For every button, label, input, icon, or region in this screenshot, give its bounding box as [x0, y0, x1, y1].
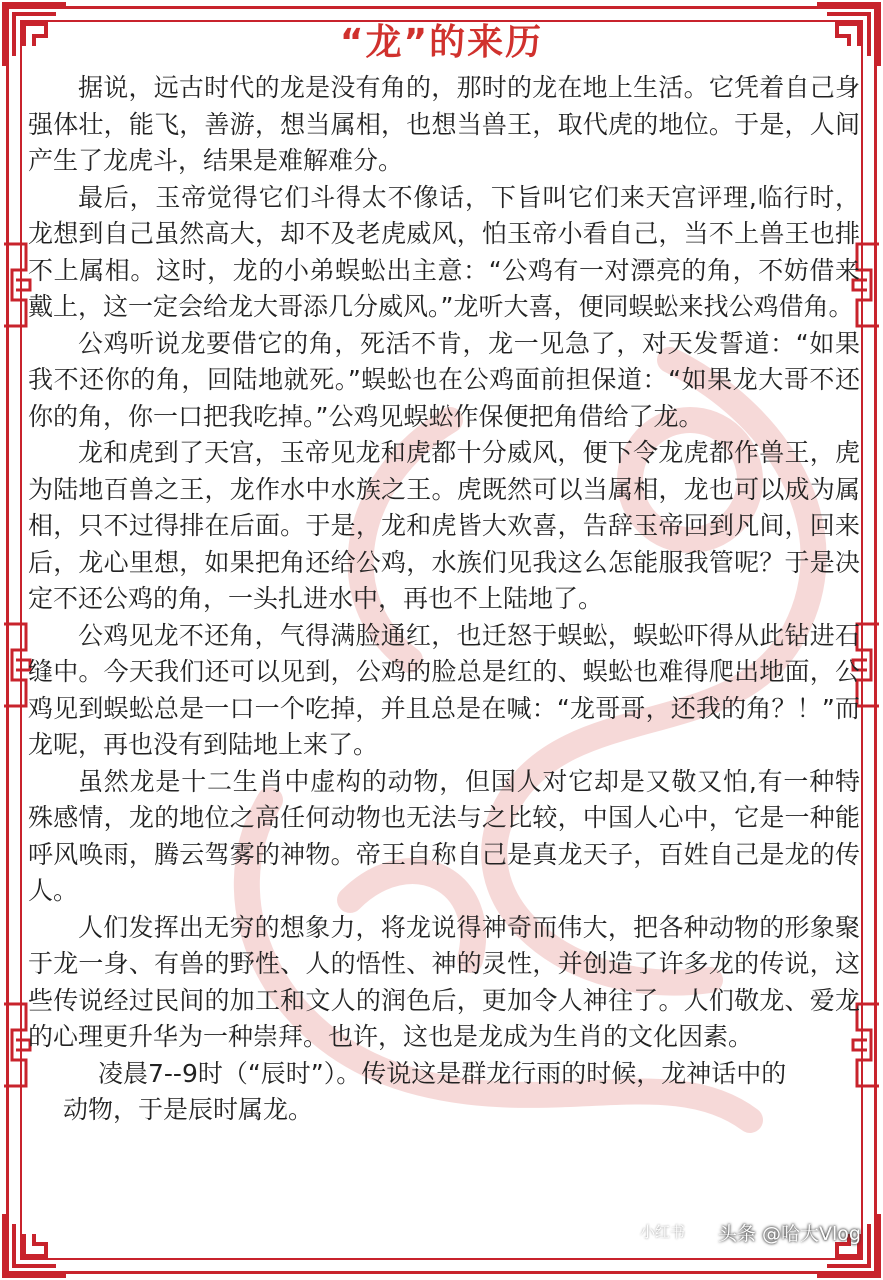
paragraph: 最后，玉帝觉得它们斗得太不像话，下旨叫它们来天宫评理,临行时，龙想到自己虽然高大，却不及老虎威风，怕玉帝小看自己，当不上兽王也排不上属相。这时，龙的小弟蜈蚣出主意：“公鸡有一对漂亮的角，不妨借来戴上，这一定会给龙大哥添几分威风。”龙听大喜，便同蜈蚣来找公鸡借角。 — [28, 182, 860, 321]
paragraph: 动物，于是辰时属龙。 — [63, 1095, 314, 1124]
paragraph: 公鸡见龙不还角，气得满脸通红，也迁怒于蜈蚣，蜈蚣吓得从此钻进石缝中。今天我们还可以见到，公鸡的脸总是红的、蜈蚣也难得爬出地面，公鸡见到蜈蚣总是一口一个吃掉，并且总是在喊：“龙哥哥，还我的角？！”而龙呢，再也没有到陆地上来了。 — [28, 620, 860, 759]
paragraph: 据说，远古时代的龙是没有角的，那时的龙在地上生活。它凭着自己身强体壮，能飞，善游，想当属相，也想当兽王，取代虎的地位。于是，人间产生了龙虎斗，结果是难解难分。 — [28, 73, 860, 175]
paragraph: 虽然龙是十二生肖中虚构的动物，但国人对它却是又敬又怕,有一种特殊感情，龙的地位之高任何动物也无法与之比较，中国人心中，它是一种能呼风唤雨，腾云驾雾的神物。帝王自称自己是真龙天子，百姓自己是龙的传人。 — [28, 766, 860, 905]
corner-ornament-icon — [0, 1210, 70, 1280]
paragraph: 凌晨7--9时（“辰时”）。传说这是群龙行雨的时候，龙神话中的 — [98, 1058, 787, 1088]
paragraph: 龙和虎到了天宫，玉帝见龙和虎都十分威风，便下令龙虎都作兽王，虎为陆地百兽之王，龙作水中水族之王。虎既然可以当属相，龙也可以成为属相，只不过得排在后面。于是，龙和虎皆大欢喜，告辞玉帝回到凡间，回来后，龙心里想，如果把角还给公鸡，水族们见我这么怎能服我管呢？于是决定不还公鸡的角，一头扎进水中，再也不上陆地了。 — [28, 438, 860, 613]
page-title: “龙”的来历 — [339, 22, 544, 63]
platform-watermark: 小红书 — [640, 1223, 686, 1241]
paragraph: 公鸡听说龙要借它的角，死活不肯，龙一见急了，对天发誓道：“如果我不还你的角，回陆地就死。”蜈蚣也在公鸡面前担保道：“如果龙大哥不还你的角，你一口把我吃掉。”公鸡见蜈蚣作保便把角借给了龙。 — [28, 328, 860, 431]
paragraph: 人们发挥出无穷的想象力，将龙说得神奇而伟大，把各种动物的形象聚于龙一身、有兽的野性、人的悟性、神的灵性，并创造了许多龙的传说，这些传说经过民间的加工和文人的润色后，更加令人神往了。人们敬龙、爱龙的心理更升华为一种崇拜。也许，这也是龙成为生肖的文化因素。 — [28, 912, 860, 1051]
author-credit: 头条 @哈大Vlog — [717, 1223, 861, 1245]
article-body — [28, 70, 860, 1129]
